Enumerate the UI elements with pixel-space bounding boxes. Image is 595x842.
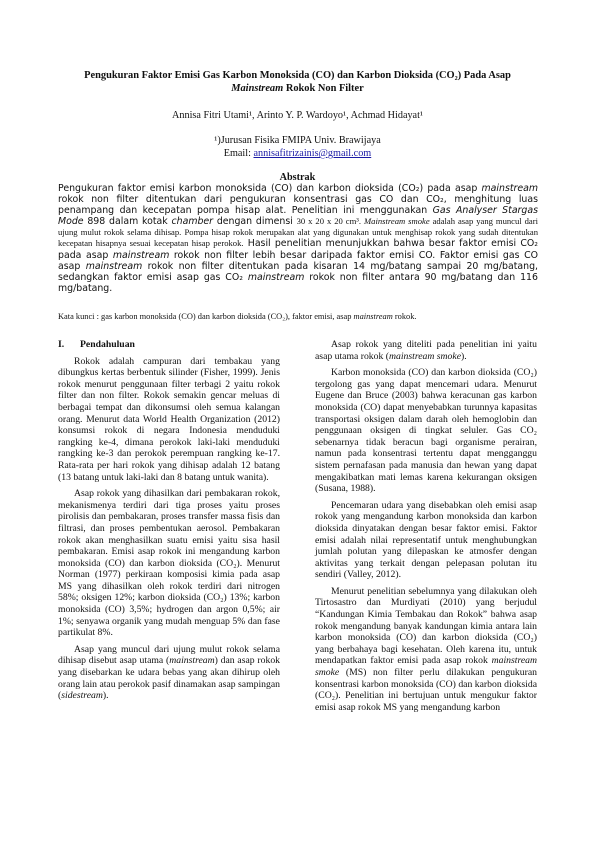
- paragraph: Karbon monoksida (CO) dan karbon dioksida (CO₂) tergolong gas yang dapat mencemari udara. Menurut Eugene dan Bruce (2003) bahwa keracunan gas karbon monoksida (CO) dapat menyebabkan turunnya kapasitas transportasi oksigen dalam darah oleh hemoglobin dan penggunaan oksigen di tingkat seluler. Gas CO₂ sebenarnya tidak beracun bagi organisme perairan, namun pada konsentrasi tertentu dapat mengganggu sistem pernafasan pada manusia dan hewan yang dapat mengakibatkan mati lemas karena kekurangan oksigen (Susana, 1988).: [315, 367, 537, 495]
- paper-title: [60, 69, 535, 95]
- abstract-heading: Abstrak: [279, 172, 316, 183]
- right-column: [315, 339, 537, 718]
- email-link[interactable]: annisafitrizainis@gmail.com: [253, 148, 372, 159]
- email-line: Email: annisafitrizainis@gmail.com: [223, 148, 372, 159]
- author-list: Annisa Fitri Utami¹, Arinto Y. P. Wardoyo¹, Achmad Hidayat¹: [172, 110, 423, 121]
- abstract-body: Pengukuran faktor emisi karbon monoksida (CO) dan karbon dioksida (CO₂) pada asap mainstream rokok non filter ditentukan dari pengukuran konsentrasi gas CO dan CO₂, menghitung luas penampang dan kecepatan pompa hisap alat. Penelitian ini menggunakan Gas Analyser Stargas Mode 898 dalam kotak chamber dengan dimensi 30 x 20 x 20 cm³. Mainstream smoke adalah asap yang muncul dari ujung mulut rokok selama dihisap. Pompa hisap rokok merupakan alat yang digunakan untuk menghisap rokok yang sudah ditentukan kecepatan hisapnya sesuai kecepatan hisap perokok. Hasil penelitian menunjukkan bahwa besar faktor emisi CO₂ pada asap mainstream rokok non filter lebih besar daripada faktor emisi CO. Faktor emisi gas CO asap mainstream rokok non filter ditentukan pada kisaran 14 mg/batang sampai 20 mg/batang, sedangkan faktor emisi asap gas CO₂ mainstream rokok non filter antara 90 mg/batang dan 116 mg/batang.: [58, 183, 539, 294]
- paragraph: Asap rokok yang diteliti pada penelitian ini yaitu asap utama rokok (mainstream smoke).: [315, 339, 537, 362]
- title-line-1: Pengukuran Faktor Emisi Gas Karbon Monoksida (CO) dan Karbon Dioksida (CO₂) Pada Asap: [84, 70, 511, 81]
- paragraph: Rokok adalah campuran dari tembakau yang dibungkus kertas berbentuk silinder (Fisher, 1999). Jenis rokok menurut penggunaan filter terbagi 2 yaitu rokok filter dan non filter. Rokok semakin gencar meluas di berbagai tempat dan dikonsumsi oleh semua kalangan orang. Menurut data World Health Organization (2012) konsumsi rokok di negara Indonesia menduduki rangking ke-4, dimana perokok laki-laki menduduki rangking ke-3 dan perokok perempuan rangking ke-17. Rata-rata per hari rokok yang dihisap adalah 12 batang (13 batang untuk laki-laki dan 8 batang untuk wanita).: [58, 355, 280, 483]
- title-line-2: Mainstream Rokok Non Filter: [231, 83, 364, 94]
- paragraph: Menurut penelitian sebelumnya yang dilakukan oleh Tirtosastro dan Murdiyati (2010) yang berjudul “Kandungan Kimia Tembakau dan Rokok” bahwa asap rokok mengandung banyak kandungan kimia antara lain karbon monoksida (CO) dan karbon dioksida (CO₂) yang berbahaya bagi kesehatan. Oleh karena itu, untuk mendapatkan faktor emisi pada asap rokok mainstream smoke (MS) non filter perlu dilakukan pengukuran konsentrasi karbon monoksida (CO) dan karbon dioksida (CO₂). Penelitian ini bertujuan untuk mengukur faktor emisi asap rokok MS yang mengandung karbon: [315, 585, 537, 713]
- section-heading: I. Pendahuluan: [58, 339, 135, 350]
- left-column: [58, 339, 280, 707]
- paragraph: Asap yang muncul dari ujung mulut rokok selama dihisap disebut asap utama (mainstream) dan asap rokok yang disebarkan ke udara bebas yang akan dihirup oleh orang lain atau perokok pasif dinamakan asap sampingan (sidestream).: [58, 643, 281, 702]
- paragraph: Asap rokok yang dihasilkan dari pembakaran rokok, mekanismenya terdiri dari tiga proses yaitu proses pirolisis dan pembakaran, proses transfer massa fisis dan filtrasi, dan proses pembentukan aerosol. Pembakaran rokok akan menghasilkan suatu emisi yaitu sisa hasil pembakaran. Emisi asap rokok ini mengandung karbon monoksida (CO) dan karbon dioksida (CO₂). Menurut Norman (1977) perkiraan komposisi kimia pada asap MS yang dihasilkan oleh rokok terdiri dari nitrogen 58%; oksigen 12%; karbon dioksida (CO₂) 13%; karbon monoksida (CO) 3,5%; hydrogen dan argon 0,5%; air 1%; senyawa organik yang mudah menguap 5% dan fase partikulat 8%.: [58, 488, 280, 639]
- paragraph: Pencemaran udara yang disebabkan oleh emisi asap rokok yang mengandung karbon monoksida dan karbon dioksida dinyatakan dengan besar faktor emisi. Faktor emisi adalah nilai representatif untuk menghubungkan jumlah polutan yang dilepaskan ke atmosfer dengan aktivitas yang terkait dengan pelepasan polutan itu sendiri (Valley, 2012).: [315, 499, 537, 581]
- keywords: Kata kunci : gas karbon monoksida (CO) dan karbon dioksida (CO₂), faktor emisi, asap mainstream rokok.: [58, 312, 417, 321]
- affiliation: ¹)Jurusan Fisika FMIPA Univ. Brawijaya: [214, 135, 381, 146]
